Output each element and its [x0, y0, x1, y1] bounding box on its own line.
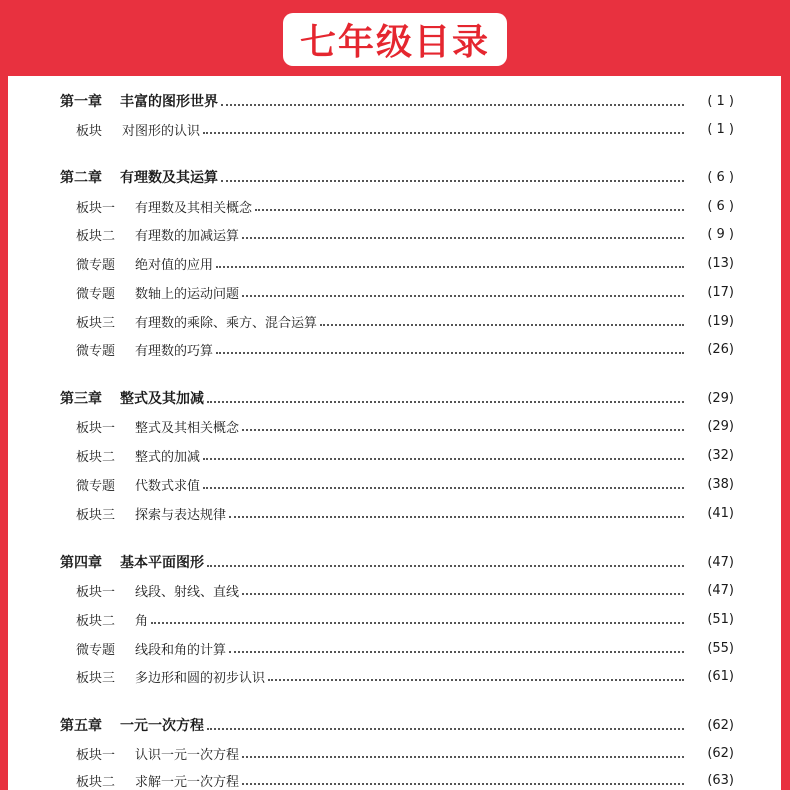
toc-title: 整式及其相关概念 — [135, 420, 240, 436]
toc-page-number: ( 6 ) — [707, 198, 734, 214]
toc-label: 微专题 — [76, 478, 116, 494]
toc-title: 基本平面图形 — [120, 555, 204, 571]
toc-leader-dots — [242, 295, 684, 297]
toc-title: 有理数的巧算 — [135, 343, 214, 359]
toc-title: 一元一次方程 — [120, 718, 204, 734]
toc-section-row — [76, 502, 734, 524]
toc-leader-dots — [203, 458, 684, 460]
toc-page-number: ( 9 ) — [707, 226, 734, 242]
toc-label: 板块三 — [76, 507, 116, 523]
toc-title: 线段和角的计算 — [135, 642, 227, 658]
toc-section-row — [76, 118, 734, 140]
toc-leader-dots — [221, 180, 684, 182]
toc-page-number: (19) — [707, 313, 734, 329]
toc-label: 板块 — [76, 123, 103, 139]
toc-page-number: (55) — [707, 640, 734, 656]
toc-page — [8, 76, 781, 790]
toc-section-row — [76, 608, 734, 630]
toc-chapter-row — [60, 387, 734, 409]
page-title: 七年级目录 — [299, 22, 490, 63]
toc-chapter-row — [60, 551, 734, 573]
toc-leader-dots — [203, 487, 684, 489]
toc-page-number: (61) — [707, 668, 734, 684]
toc-label: 微专题 — [76, 257, 116, 273]
toc-label: 板块一 — [76, 200, 116, 216]
toc-page-number: (29) — [707, 390, 734, 406]
toc-leader-dots — [221, 104, 684, 106]
toc-label: 板块三 — [76, 315, 116, 331]
toc-section-row — [76, 223, 734, 245]
toc-leader-dots — [242, 756, 684, 758]
toc-leader-dots — [151, 622, 684, 624]
toc-page-number: (26) — [707, 341, 734, 357]
toc-leader-dots — [242, 429, 684, 431]
toc-label: 第一章 — [60, 94, 102, 110]
toc-leader-dots — [229, 651, 684, 653]
toc-page-number: (13) — [707, 255, 734, 271]
toc-label: 板块一 — [76, 747, 116, 763]
toc-section-row — [76, 415, 734, 437]
toc-title: 多边形和圆的初步认识 — [135, 670, 266, 686]
toc-title: 有理数的加减运算 — [135, 228, 240, 244]
toc-label: 第四章 — [60, 555, 102, 571]
toc-page-number: (63) — [707, 772, 734, 788]
toc-page-number: (38) — [707, 476, 734, 492]
toc-leader-dots — [216, 266, 684, 268]
toc-label: 板块二 — [76, 228, 116, 244]
toc-title: 角 — [135, 613, 149, 629]
toc-section-row — [76, 252, 734, 274]
toc-page-number: (51) — [707, 611, 734, 627]
toc-page-number: (17) — [707, 284, 734, 300]
toc-section-row — [76, 444, 734, 466]
toc-title: 整式的加减 — [135, 449, 201, 465]
toc-title: 绝对值的应用 — [135, 257, 214, 273]
toc-section-row — [76, 473, 734, 495]
toc-page-number: (62) — [707, 745, 734, 761]
toc-chapter-row — [60, 90, 734, 112]
toc-title: 有理数及其运算 — [120, 170, 218, 186]
toc-page-number: ( 1 ) — [707, 93, 734, 109]
toc-title: 对图形的认识 — [122, 123, 201, 139]
title-banner — [283, 13, 507, 66]
toc-title: 数轴上的运动问题 — [135, 286, 240, 302]
toc-chapter-row — [60, 714, 734, 736]
toc-page-number: (41) — [707, 505, 734, 521]
toc-section-row — [76, 310, 734, 332]
toc-title: 有理数及其相关概念 — [135, 200, 253, 216]
toc-title: 线段、射线、直线 — [135, 584, 240, 600]
toc-label: 板块二 — [76, 449, 116, 465]
toc-page-number: ( 6 ) — [707, 169, 734, 185]
toc-leader-dots — [242, 783, 684, 785]
toc-title: 代数式求值 — [135, 478, 201, 494]
toc-section-row — [76, 637, 734, 659]
toc-label: 板块二 — [76, 774, 116, 790]
toc-label: 板块三 — [76, 670, 116, 686]
toc-label: 板块二 — [76, 613, 116, 629]
toc-section-row — [76, 338, 734, 360]
toc-leader-dots — [203, 132, 684, 134]
toc-label: 板块一 — [76, 420, 116, 436]
toc-leader-dots — [255, 209, 684, 211]
toc-title: 求解一元一次方程 — [135, 774, 240, 790]
toc-section-row — [76, 769, 734, 790]
toc-leader-dots — [207, 401, 684, 403]
toc-section-row — [76, 742, 734, 764]
toc-title: 有理数的乘除、乘方、混合运算 — [135, 315, 318, 331]
toc-chapter-row — [60, 166, 734, 188]
toc-title: 整式及其加减 — [120, 391, 204, 407]
toc-label: 第二章 — [60, 170, 102, 186]
toc-label: 微专题 — [76, 286, 116, 302]
toc-leader-dots — [320, 324, 684, 326]
toc-label: 板块一 — [76, 584, 116, 600]
toc-leader-dots — [242, 593, 684, 595]
toc-leader-dots — [242, 237, 684, 239]
toc-page-number: (29) — [707, 418, 734, 434]
toc-leader-dots — [229, 516, 684, 518]
toc-section-row — [76, 665, 734, 687]
toc-page-number: (32) — [707, 447, 734, 463]
toc-section-row — [76, 195, 734, 217]
toc-leader-dots — [268, 679, 684, 681]
toc-label: 第三章 — [60, 391, 102, 407]
toc-page-number: (62) — [707, 717, 734, 733]
toc-page-number: (47) — [707, 582, 734, 598]
toc-title: 丰富的图形世界 — [120, 94, 218, 110]
toc-leader-dots — [216, 352, 684, 354]
toc-page-number: ( 1 ) — [707, 121, 734, 137]
toc-title: 探索与表达规律 — [135, 507, 227, 523]
toc-leader-dots — [207, 728, 684, 730]
toc-label: 微专题 — [76, 642, 116, 658]
toc-section-row — [76, 579, 734, 601]
toc-label: 微专题 — [76, 343, 116, 359]
toc-title: 认识一元一次方程 — [135, 747, 240, 763]
toc-page-number: (47) — [707, 554, 734, 570]
toc-label: 第五章 — [60, 718, 102, 734]
toc-leader-dots — [207, 565, 684, 567]
toc-section-row — [76, 281, 734, 303]
